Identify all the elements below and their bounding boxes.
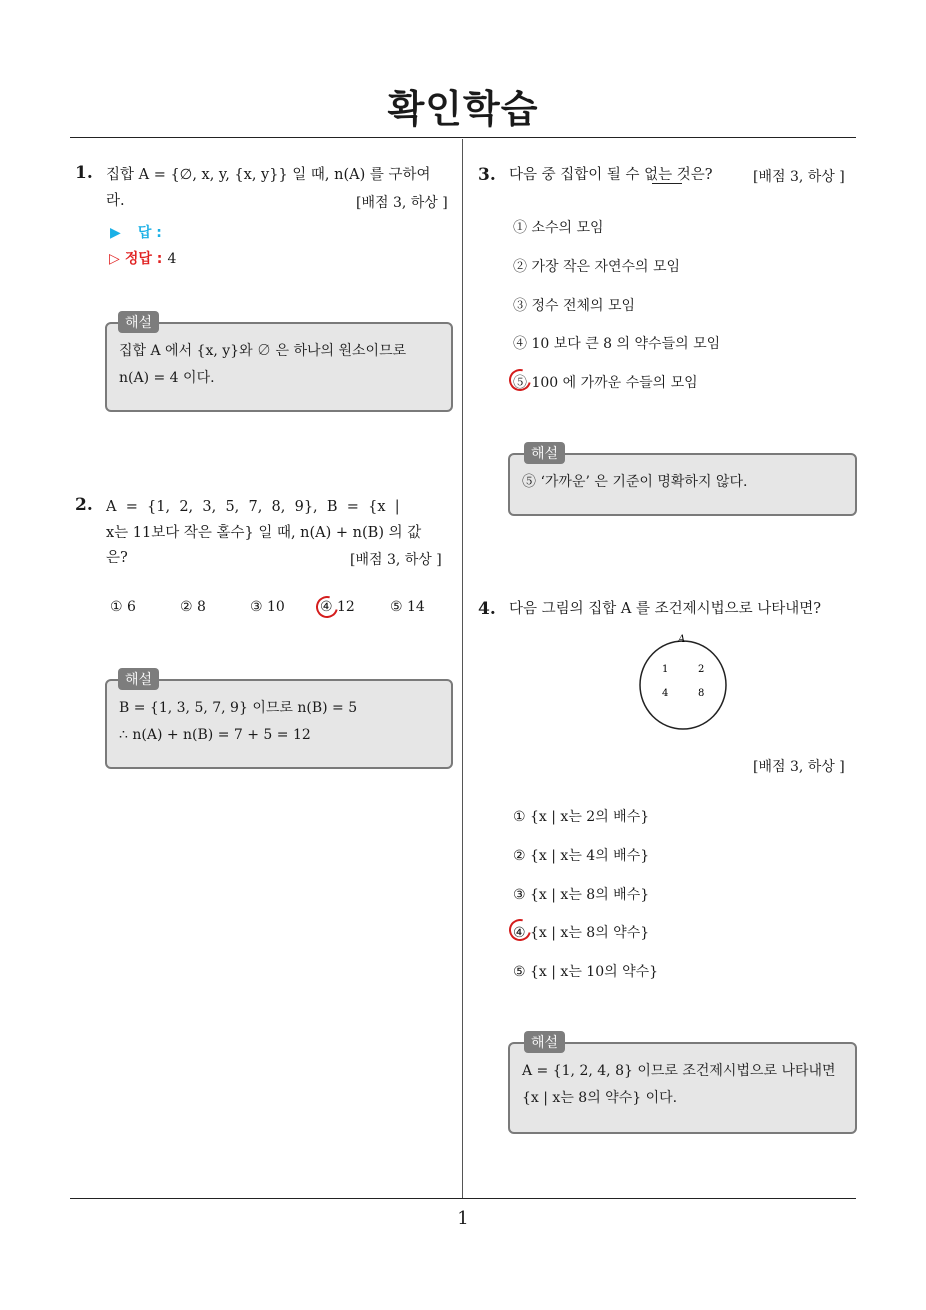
q2-option-3[interactable]: ③ 10 [250,599,285,615]
q3-solution-line1: ⑤ ‘가까운’ 은 기준이 명확하지 않다. [522,474,748,490]
question-3-number: 3. [478,165,496,185]
q3-option-4[interactable]: ④ 10 보다 큰 8 의 약수들의 모임 [513,336,721,352]
q2-selected-mark [312,592,342,622]
q2-solution-box [105,679,453,769]
element-1: 1 [662,664,669,675]
header-divider [70,137,856,138]
q3-solution-tag: 해설 [524,442,565,464]
q2-option-2[interactable]: ② 8 [180,599,206,615]
q4-option-2[interactable]: ② {x | x는 4의 배수} [513,848,650,864]
q4-option-5[interactable]: ⑤ {x | x는 10의 약수} [513,964,659,980]
q3-option-2[interactable]: ② 가장 작은 자연수의 모임 [513,259,681,275]
triangle-outline-icon: ▷ [109,251,120,267]
q4-option-1[interactable]: ① {x | x는 2의 배수} [513,809,650,825]
page-title: 확인학습 [387,87,539,131]
question-2-text-line2: x는 11보다 작은 홀수} 일 때, n(A) + n(B) 의 값 [106,525,422,541]
q1-solution-box [105,322,453,412]
question-1-number: 1. [75,163,93,183]
question-1-text-line2: 라. [106,193,125,209]
emphasis-underline [652,183,682,184]
question-3-score: [배점 3, 하상 ] [753,169,845,185]
q4-option-4[interactable]: ④ {x | x는 8의 약수} [513,925,650,941]
question-2-text-line1: A = {1, 2, 3, 5, 7, 8, 9}, B = {x | [106,499,400,515]
question-4-number: 4. [478,599,496,619]
q2-solution-line2: ∴ n(A) + n(B) = 7 + 5 = 12 [119,727,311,743]
q2-option-5[interactable]: ⑤ 14 [390,599,425,615]
venn-diagram [632,630,732,734]
q1-correct-label: 정답 : [124,251,163,267]
set-a-label: A [678,634,686,645]
q2-option-4[interactable]: ④ 12 [320,599,355,615]
q1-answer-label: 답 : [137,225,162,241]
q3-option-1[interactable]: ① 소수의 모임 [513,220,604,236]
q1-solution-line2: n(A) = 4 이다. [119,370,215,386]
question-3-text: 다음 중 집합이 될 수 없는 것은? [509,167,713,183]
q3-option-3[interactable]: ③ 정수 전체의 모임 [513,298,636,314]
q1-solution-tag: 해설 [118,311,159,333]
q4-solution-line2: {x | x는 8의 약수} 이다. [522,1090,678,1106]
question-2-number: 2. [75,495,93,515]
element-8: 8 [698,688,705,699]
q4-option-3[interactable]: ③ {x | x는 8의 배수} [513,887,650,903]
element-2: 2 [698,664,705,675]
column-divider [462,139,463,1199]
q1-answer-row [110,222,162,242]
q4-solution-box [508,1042,857,1134]
element-4: 4 [662,688,669,699]
question-1-score: [배점 3, 하상 ] [356,195,448,211]
venn-diagram-svg [632,630,732,734]
page-number: 1 [457,1208,469,1229]
q2-option-1[interactable]: ① 6 [110,599,136,615]
q2-solution-tag: 해설 [118,668,159,690]
q3-option-5[interactable]: ⑤ 100 에 가까운 수들의 모임 [513,375,698,391]
footer-divider [70,1198,856,1199]
question-2-score: [배점 3, 하상 ] [350,552,442,568]
set-a-circle [640,641,726,729]
q4-solution-line1: A = {1, 2, 4, 8} 이므로 조건제시법으로 나타내면 [522,1063,836,1079]
question-4-score: [배점 3, 하상 ] [753,759,845,775]
question-1-text-line1: 집합 A = {∅, x, y, {x, y}} 일 때, n(A) 를 구하여 [106,167,431,183]
question-4-text: 다음 그림의 집합 A 를 조건제시법으로 나타내면? [509,601,822,617]
q2-solution-line1: B = {1, 3, 5, 7, 9} 이므로 n(B) = 5 [119,700,358,716]
q1-correct-row [109,248,176,268]
q1-correct-value: 4 [167,251,177,267]
play-icon: ▶ [110,225,121,241]
q4-solution-tag: 해설 [524,1031,565,1053]
q1-solution-line1: 집합 A 에서 {x, y}와 ∅ 은 하나의 원소이므로 [119,343,407,359]
question-2-text-line3: 은? [106,550,128,566]
